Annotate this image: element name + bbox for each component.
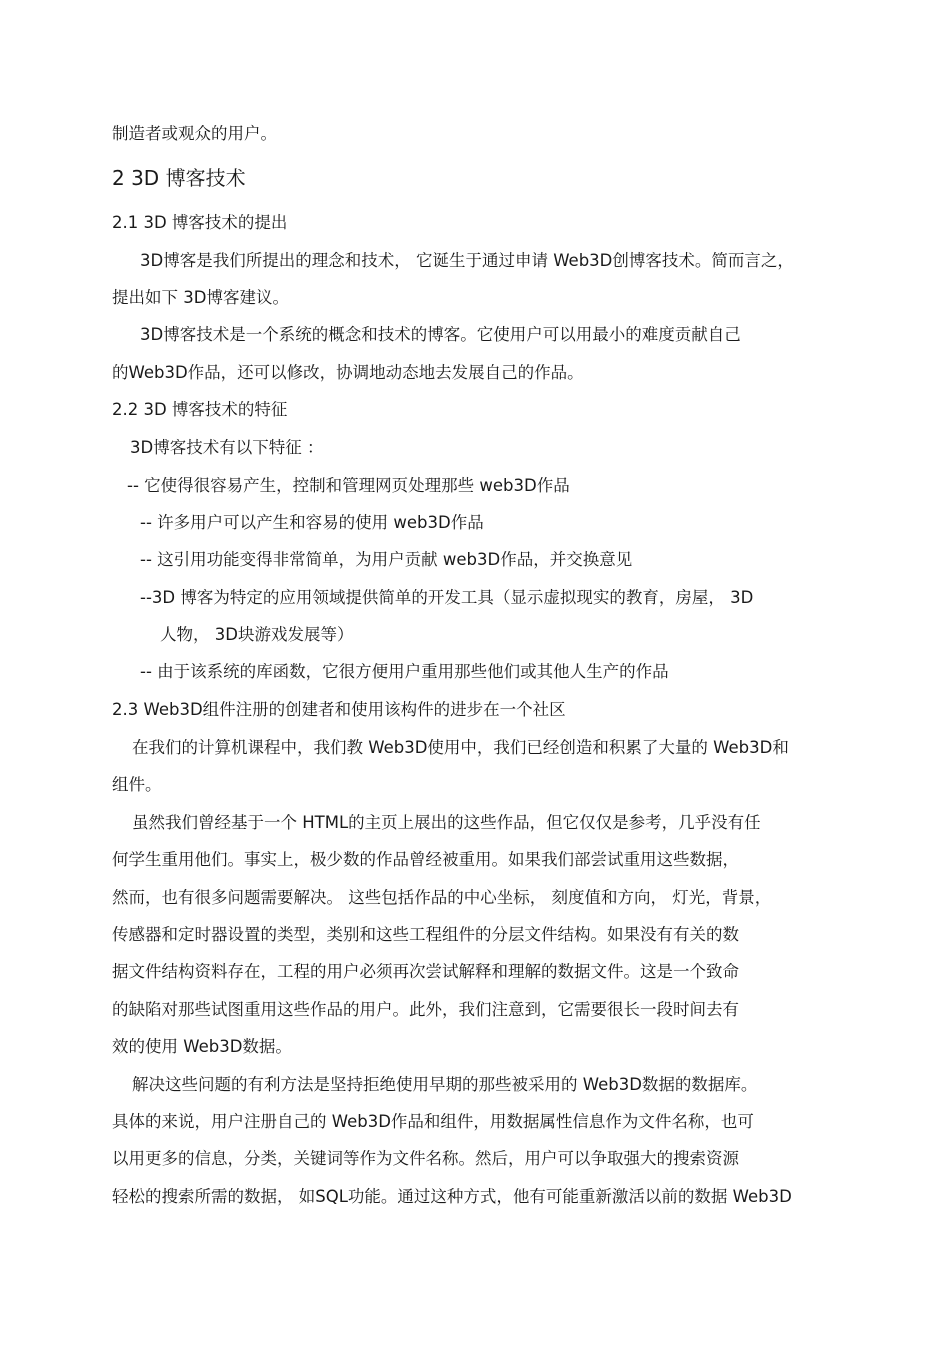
text-line: 以用更多的信息，分类，关键词等作为文件名称。然后，用户可以争取强大的搜索资源 (112, 1149, 739, 1168)
subsection-heading: 2.3 Web3D组件注册的创建者和使用该构件的进步在一个社区 (112, 700, 566, 719)
text-line: 3D博客技术有以下特征 ： (130, 438, 324, 457)
text-line: 在我们的计算机课程中，我们教 Web3D使用中，我们已经创造和积累了大量的 Web3D和 (132, 738, 789, 757)
text-line: 制造者或观众的用户。 (112, 124, 277, 143)
text-line: 效的使用 Web3D数据。 (112, 1037, 292, 1056)
text-line: 何学生重用他们。事实上，极少数的作品曾经被重用。如果我们部尝试重用这些数据， (112, 850, 739, 869)
text-line: 的缺陷对那些试图重用这些作品的用户。此外，我们注意到，它需要很长一段时间去有 (112, 1000, 739, 1019)
list-item: -- 许多用户可以产生和容易的使用 web3D作品 (140, 513, 484, 532)
list-item: -- 它使得很容易产生，控制和管理网页处理那些 web3D作品 (127, 476, 570, 495)
text-line: 虽然我们曾经基于一个 HTML的主页上展出的这些作品，但它仅仅是参考，几乎没有任 (132, 813, 761, 832)
subsection-heading: 2.1 3D 博客技术的提出 (112, 213, 288, 232)
text-line: 3D博客是我们所提出的理念和技术， 它诞生于通过申请 Web3D创博客技术。简而言之， (140, 251, 794, 270)
subsection-heading: 2.2 3D 博客技术的特征 (112, 400, 288, 419)
list-item-continuation: 人物， 3D块游戏发展等） (160, 625, 354, 644)
text-line: 具体的来说，用户注册自己的 Web3D作品和组件，用数据属性信息作为文件名称，也可 (112, 1112, 754, 1131)
text-line: 组件。 (112, 775, 162, 794)
list-item: --3D 博客为特定的应用领域提供简单的开发工具（显示虚拟现实的教育，房屋， 3D (140, 588, 754, 607)
text-line: 轻松的搜索所需的数据， 如SQL功能。通过这种方式，他有可能重新激活以前的数据 Web3D (112, 1187, 792, 1206)
text-line: 3D博客技术是一个系统的概念和技术的博客。它使用户可以用最小的难度贡献自己 (140, 325, 741, 344)
text-line: 提出如下 3D博客建议。 (112, 288, 289, 307)
list-item: -- 这引用功能变得非常简单，为用户贡献 web3D作品，并交换意见 (140, 550, 633, 569)
text-line: 解决这些问题的有利方法是坚持拒绝使用早期的那些被采用的 Web3D数据的数据库。 (132, 1075, 758, 1094)
text-line: 传感器和定时器设置的类型，类别和这些工程组件的分层文件结构。如果没有有关的数 (112, 925, 739, 944)
list-item: -- 由于该系统的库函数，它很方便用户重用那些他们或其他人生产的作品 (140, 662, 669, 681)
section-heading: 2 3D 博客技术 (112, 166, 246, 190)
text-line: 然而，也有很多问题需要解决。 这些包括作品的中心坐标， 刻度值和方向， 灯光，背景， (112, 888, 772, 907)
text-line: 的Web3D作品，还可以修改，协调地动态地去发展自己的作品。 (112, 363, 584, 382)
text-line: 据文件结构资料存在，工程的用户必须再次尝试解释和理解的数据文件。这是一个致命 (112, 962, 739, 981)
